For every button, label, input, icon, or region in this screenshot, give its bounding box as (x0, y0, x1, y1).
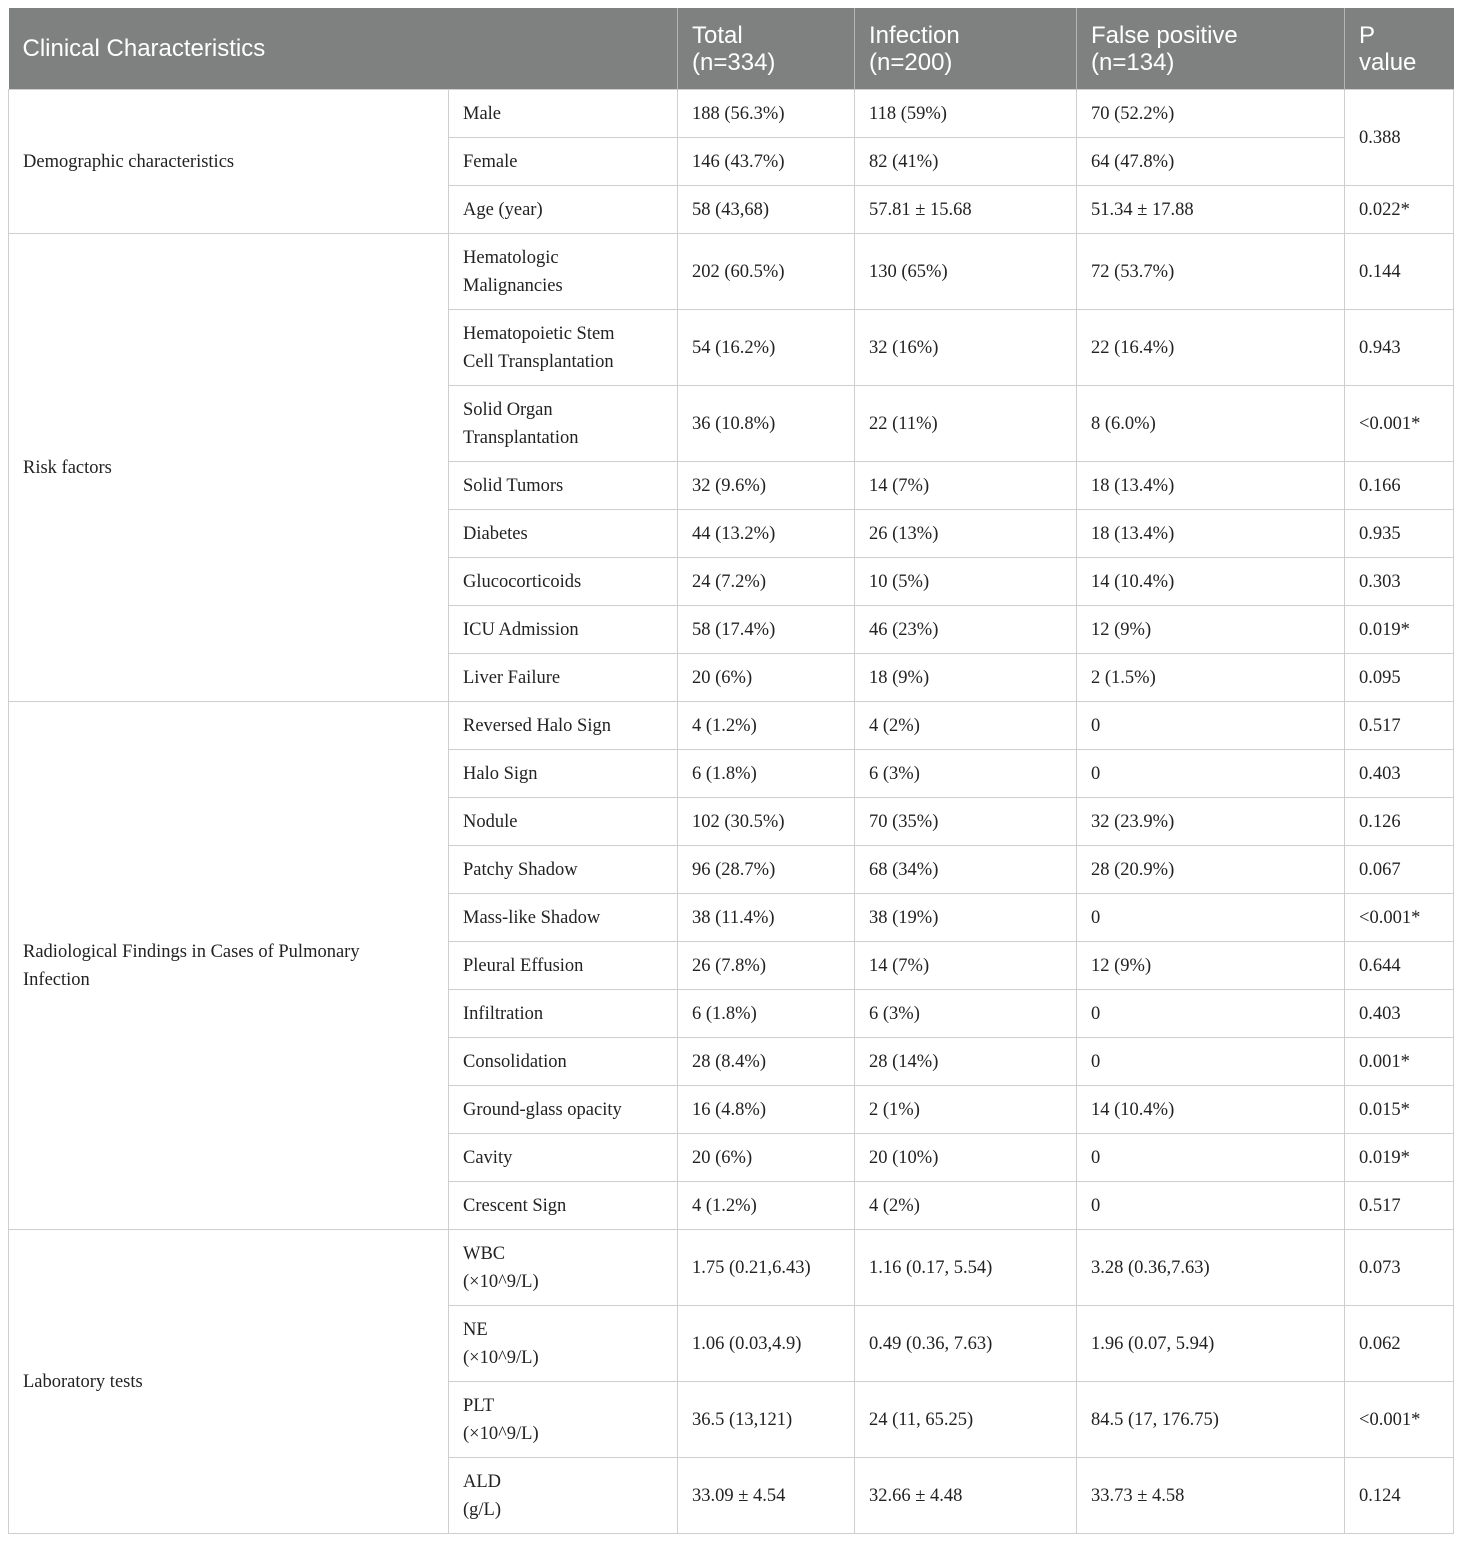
false-positive-cell: 14 (10.4%) (1077, 558, 1345, 606)
infection-cell: 6 (3%) (855, 750, 1077, 798)
header-false-positive: False positive (n=134) (1077, 8, 1345, 90)
p-value-cell: 0.073 (1345, 1230, 1454, 1306)
item-cell: Consolidation (449, 1038, 678, 1086)
p-value-cell: 0.644 (1345, 942, 1454, 990)
table-row (9, 702, 1454, 750)
infection-cell: 22 (11%) (855, 386, 1077, 462)
total-cell: 58 (43,68) (678, 186, 855, 234)
item-cell: Diabetes (449, 510, 678, 558)
false-positive-cell: 0 (1077, 1134, 1345, 1182)
infection-cell: 70 (35%) (855, 798, 1077, 846)
header-infection: Infection (n=200) (855, 8, 1077, 90)
total-cell: 20 (6%) (678, 654, 855, 702)
group-label: Laboratory tests (9, 1230, 449, 1534)
false-positive-cell: 0 (1077, 750, 1345, 798)
false-positive-cell: 70 (52.2%) (1077, 90, 1345, 138)
group-label: Risk factors (9, 234, 449, 702)
p-value-cell: 0.517 (1345, 702, 1454, 750)
p-value-cell: 0.022* (1345, 186, 1454, 234)
false-positive-cell: 84.5 (17, 176.75) (1077, 1382, 1345, 1458)
item-cell: WBC (×10^9/L) (449, 1230, 678, 1306)
p-value-cell: 0.403 (1345, 990, 1454, 1038)
p-value-cell: 0.019* (1345, 606, 1454, 654)
infection-cell: 4 (2%) (855, 702, 1077, 750)
item-cell: Solid Organ Transplantation (449, 386, 678, 462)
false-positive-cell: 32 (23.9%) (1077, 798, 1345, 846)
p-value-cell: 0.517 (1345, 1182, 1454, 1230)
item-cell: Mass-like Shadow (449, 894, 678, 942)
false-positive-cell: 0 (1077, 702, 1345, 750)
item-cell: Liver Failure (449, 654, 678, 702)
false-positive-cell: 0 (1077, 1182, 1345, 1230)
p-value-cell: 0.067 (1345, 846, 1454, 894)
total-cell: 26 (7.8%) (678, 942, 855, 990)
p-value-cell: 0.388 (1345, 90, 1454, 186)
infection-cell: 6 (3%) (855, 990, 1077, 1038)
infection-cell: 4 (2%) (855, 1182, 1077, 1230)
header-total: Total (n=334) (678, 8, 855, 90)
p-value-cell: 0.124 (1345, 1458, 1454, 1534)
item-cell: Halo Sign (449, 750, 678, 798)
infection-cell: 20 (10%) (855, 1134, 1077, 1182)
item-cell: Hematopoietic Stem Cell Transplantation (449, 310, 678, 386)
total-cell: 6 (1.8%) (678, 990, 855, 1038)
false-positive-cell: 72 (53.7%) (1077, 234, 1345, 310)
infection-cell: 18 (9%) (855, 654, 1077, 702)
p-value-cell: 0.095 (1345, 654, 1454, 702)
infection-cell: 130 (65%) (855, 234, 1077, 310)
false-positive-cell: 8 (6.0%) (1077, 386, 1345, 462)
table-row (9, 234, 1454, 310)
item-cell: Nodule (449, 798, 678, 846)
item-cell: Glucocorticoids (449, 558, 678, 606)
p-value-cell: 0.403 (1345, 750, 1454, 798)
p-value-cell: 0.062 (1345, 1306, 1454, 1382)
item-cell: PLT (×10^9/L) (449, 1382, 678, 1458)
false-positive-cell: 18 (13.4%) (1077, 462, 1345, 510)
group-label: Demographic characteristics (9, 90, 449, 234)
infection-cell: 10 (5%) (855, 558, 1077, 606)
group-label: Radiological Findings in Cases of Pulmonary Infection (9, 702, 449, 1230)
total-cell: 4 (1.2%) (678, 702, 855, 750)
total-cell: 102 (30.5%) (678, 798, 855, 846)
item-cell: Patchy Shadow (449, 846, 678, 894)
total-cell: 202 (60.5%) (678, 234, 855, 310)
p-value-cell: 0.935 (1345, 510, 1454, 558)
total-cell: 20 (6%) (678, 1134, 855, 1182)
item-cell: Age (year) (449, 186, 678, 234)
total-cell: 4 (1.2%) (678, 1182, 855, 1230)
infection-cell: 118 (59%) (855, 90, 1077, 138)
total-cell: 28 (8.4%) (678, 1038, 855, 1086)
item-cell: Male (449, 90, 678, 138)
total-cell: 54 (16.2%) (678, 310, 855, 386)
item-cell: Cavity (449, 1134, 678, 1182)
total-cell: 188 (56.3%) (678, 90, 855, 138)
p-value-cell: 0.001* (1345, 1038, 1454, 1086)
p-value-cell: 0.015* (1345, 1086, 1454, 1134)
p-value-cell: 0.019* (1345, 1134, 1454, 1182)
total-cell: 33.09 ± 4.54 (678, 1458, 855, 1534)
total-cell: 24 (7.2%) (678, 558, 855, 606)
item-cell: Hematologic Malignancies (449, 234, 678, 310)
false-positive-cell: 64 (47.8%) (1077, 138, 1345, 186)
item-cell: NE (×10^9/L) (449, 1306, 678, 1382)
item-cell: Female (449, 138, 678, 186)
total-cell: 1.75 (0.21,6.43) (678, 1230, 855, 1306)
item-cell: ICU Admission (449, 606, 678, 654)
false-positive-cell: 12 (9%) (1077, 942, 1345, 990)
item-cell: Pleural Effusion (449, 942, 678, 990)
table-body (9, 90, 1454, 1534)
p-value-cell: 0.166 (1345, 462, 1454, 510)
total-cell: 6 (1.8%) (678, 750, 855, 798)
false-positive-cell: 28 (20.9%) (1077, 846, 1345, 894)
infection-cell: 28 (14%) (855, 1038, 1077, 1086)
item-cell: ALD (g/L) (449, 1458, 678, 1534)
infection-cell: 46 (23%) (855, 606, 1077, 654)
infection-cell: 0.49 (0.36, 7.63) (855, 1306, 1077, 1382)
false-positive-cell: 51.34 ± 17.88 (1077, 186, 1345, 234)
false-positive-cell: 18 (13.4%) (1077, 510, 1345, 558)
false-positive-cell: 0 (1077, 990, 1345, 1038)
p-value-cell: <0.001* (1345, 386, 1454, 462)
infection-cell: 14 (7%) (855, 462, 1077, 510)
total-cell: 146 (43.7%) (678, 138, 855, 186)
infection-cell: 26 (13%) (855, 510, 1077, 558)
false-positive-cell: 0 (1077, 894, 1345, 942)
total-cell: 32 (9.6%) (678, 462, 855, 510)
p-value-cell: 0.144 (1345, 234, 1454, 310)
infection-cell: 24 (11, 65.25) (855, 1382, 1077, 1458)
total-cell: 58 (17.4%) (678, 606, 855, 654)
item-cell: Ground-glass opacity (449, 1086, 678, 1134)
total-cell: 1.06 (0.03,4.9) (678, 1306, 855, 1382)
item-cell: Crescent Sign (449, 1182, 678, 1230)
header-clinical-characteristics: Clinical Characteristics (9, 8, 678, 90)
infection-cell: 32.66 ± 4.48 (855, 1458, 1077, 1534)
item-cell: Reversed Halo Sign (449, 702, 678, 750)
total-cell: 36 (10.8%) (678, 386, 855, 462)
total-cell: 36.5 (13,121) (678, 1382, 855, 1458)
p-value-cell: 0.303 (1345, 558, 1454, 606)
infection-cell: 1.16 (0.17, 5.54) (855, 1230, 1077, 1306)
false-positive-cell: 2 (1.5%) (1077, 654, 1345, 702)
p-value-cell: 0.943 (1345, 310, 1454, 386)
p-value-cell: <0.001* (1345, 1382, 1454, 1458)
total-cell: 16 (4.8%) (678, 1086, 855, 1134)
infection-cell: 57.81 ± 15.68 (855, 186, 1077, 234)
false-positive-cell: 22 (16.4%) (1077, 310, 1345, 386)
header-row (9, 8, 1454, 90)
table-row (9, 90, 1454, 138)
false-positive-cell: 1.96 (0.07, 5.94) (1077, 1306, 1345, 1382)
table-row (9, 1230, 1454, 1306)
total-cell: 38 (11.4%) (678, 894, 855, 942)
clinical-characteristics-table (8, 8, 1454, 1534)
false-positive-cell: 33.73 ± 4.58 (1077, 1458, 1345, 1534)
infection-cell: 32 (16%) (855, 310, 1077, 386)
total-cell: 44 (13.2%) (678, 510, 855, 558)
infection-cell: 2 (1%) (855, 1086, 1077, 1134)
p-value-cell: 0.126 (1345, 798, 1454, 846)
infection-cell: 82 (41%) (855, 138, 1077, 186)
false-positive-cell: 12 (9%) (1077, 606, 1345, 654)
total-cell: 96 (28.7%) (678, 846, 855, 894)
false-positive-cell: 14 (10.4%) (1077, 1086, 1345, 1134)
item-cell: Solid Tumors (449, 462, 678, 510)
infection-cell: 68 (34%) (855, 846, 1077, 894)
header-p-value: P value (1345, 8, 1454, 90)
false-positive-cell: 0 (1077, 1038, 1345, 1086)
p-value-cell: <0.001* (1345, 894, 1454, 942)
infection-cell: 38 (19%) (855, 894, 1077, 942)
false-positive-cell: 3.28 (0.36,7.63) (1077, 1230, 1345, 1306)
item-cell: Infiltration (449, 990, 678, 1038)
infection-cell: 14 (7%) (855, 942, 1077, 990)
